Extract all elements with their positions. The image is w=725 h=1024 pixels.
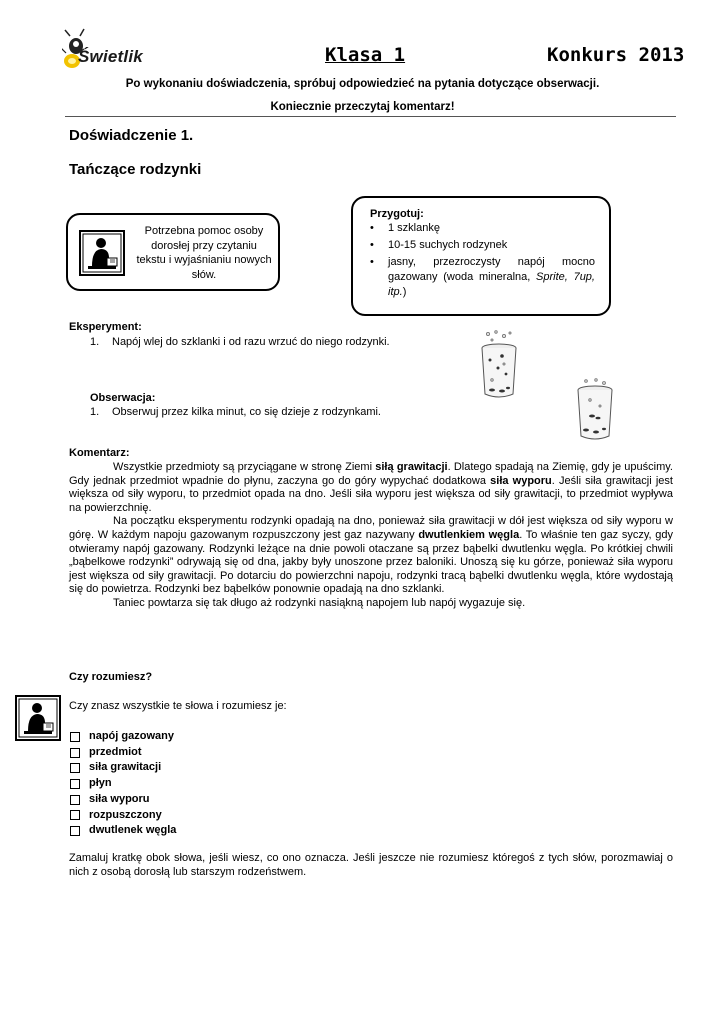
- comment-body: [69, 461, 673, 611]
- prepare-item: • 10-15 suchych rodzynek: [370, 239, 508, 251]
- experiment-title: Doświadczenie 1.: [69, 127, 194, 144]
- prepare-item: • 1 szklankę: [370, 222, 440, 234]
- reading-person-icon: [15, 695, 61, 741]
- word-checkbox-row[interactable]: siła wyporu: [69, 792, 176, 808]
- checkbox[interactable]: [70, 748, 80, 758]
- word-checkbox-row[interactable]: siła grawitacji: [69, 760, 176, 776]
- logo-text: Świetlik: [78, 47, 143, 66]
- checkbox[interactable]: [70, 732, 80, 742]
- checkbox[interactable]: [70, 795, 80, 805]
- class-title: Klasa 1: [325, 44, 406, 66]
- instruction-line-1: Po wykonaniu doświadczenia, spróbuj odpowiedzieć na pytania dotyczące obserwacji.: [125, 78, 600, 90]
- word-checklist: [69, 729, 176, 839]
- understand-title: Czy rozumiesz?: [69, 671, 153, 683]
- observation-label: Obserwacja:: [90, 392, 156, 404]
- glass-illustration: [478, 330, 520, 400]
- glass-illustration: [574, 378, 616, 442]
- checkbox[interactable]: [70, 779, 80, 789]
- observation-step: Obserwuj przez kilka minut, co się dzieje z rodzynkami.: [112, 406, 381, 418]
- prepare-list: [370, 221, 595, 302]
- comment-paragraph: Na początku eksperymentu rodzynki opadają na dno, ponieważ siła grawitacji w dół jest większa od siły wyporu w górę. W każdym napoju gazowanym rozpuszczony jest gaz nazywany dwutlenkiem węgla. To właśnie ten gaz syczy, gdy otwieramy napój gazowany. Rodzynki leżące na dnie powoli otaczane są przez bąbelki dwutlenku węgla. Po krótkiej chwili „bąbelkowe rodzynki” odrywają się od dna, jakby były unoszone przez baloniki. Unoszą się ku górze, ponieważ siła wyporu jest większa od siły grawitacji. Po dotarciu do powierzchni napoju, rodzynki tracą bąbelki dwutlenku węgla, które wydostają się do powietrza. Rodzynki bez bąbelków ponownie opadają na dno szklanki.: [69, 515, 674, 596]
- checkbox[interactable]: [70, 810, 80, 820]
- comment-paragraph: Taniec powtarza się tak długo aż rodzynki nasiąkną napojem lub napój wygazuje się.: [113, 596, 526, 609]
- understand-question: Czy znasz wszystkie te słowa i rozumiesz je:: [69, 700, 287, 712]
- experiment-name: Tańczące rodzynki: [69, 161, 202, 178]
- word-checkbox-row[interactable]: przedmiot: [69, 745, 176, 761]
- experiment-step-number: 1.: [90, 336, 100, 348]
- reading-person-icon: [79, 230, 125, 276]
- instruction-line-2: Koniecznie przeczytaj komentarz!: [270, 101, 455, 113]
- contest-title: Konkurs 2013: [547, 44, 685, 66]
- comment-paragraph: Wszystkie przedmioty są przyciągane w stronę Ziemi siłą grawitacji. Dlatego spadają na Ziemię, gdy je upuścimy. Gdy jednak przedmiot wpadnie do płynu, zaczyna go do góry wypychać dodatkowa siła wyporu. Jeśli siła grawitacji jest większa od siły wyporu, to przedmiot opada na dno. Jeśli siła wyporu jest większa od siły grawitacji, to przedmiot wypływa na powierzchnię.: [69, 461, 673, 514]
- checkbox[interactable]: [70, 826, 80, 836]
- word-checkbox-row[interactable]: rozpuszczony: [69, 808, 176, 824]
- prepare-item: • jasny, przezroczysty napój mocno gazowany (woda mineralna, Sprite, 7up, itp.): [370, 256, 595, 298]
- word-checkbox-row[interactable]: napój gazowany: [69, 729, 176, 745]
- prepare-title: Przygotuj:: [370, 208, 424, 220]
- experiment-label: Eksperyment:: [69, 321, 142, 333]
- final-instruction: Zamaluj kratkę obok słowa, jeśli wiesz, co ono oznacza. Jeśli jeszcze nie rozumiesz któregoś z tych słów, porozmawiaj o nich z osobą dorosłą lub starszym rodzeństwem.: [69, 852, 673, 878]
- word-checkbox-row[interactable]: płyn: [69, 776, 176, 792]
- header-divider: [65, 116, 676, 117]
- word-checkbox-row[interactable]: dwutlenek węgla: [69, 823, 176, 839]
- experiment-step: Napój wlej do szklanki i od razu wrzuć do niego rodzynki.: [112, 336, 390, 348]
- observation-step-number: 1.: [90, 406, 100, 418]
- comment-label: Komentarz:: [69, 447, 130, 459]
- help-text: Potrzebna pomoc osoby dorosłej przy czytaniu tekstu i wyjaśnianiu nowych słów.: [136, 225, 272, 281]
- checkbox[interactable]: [70, 763, 80, 773]
